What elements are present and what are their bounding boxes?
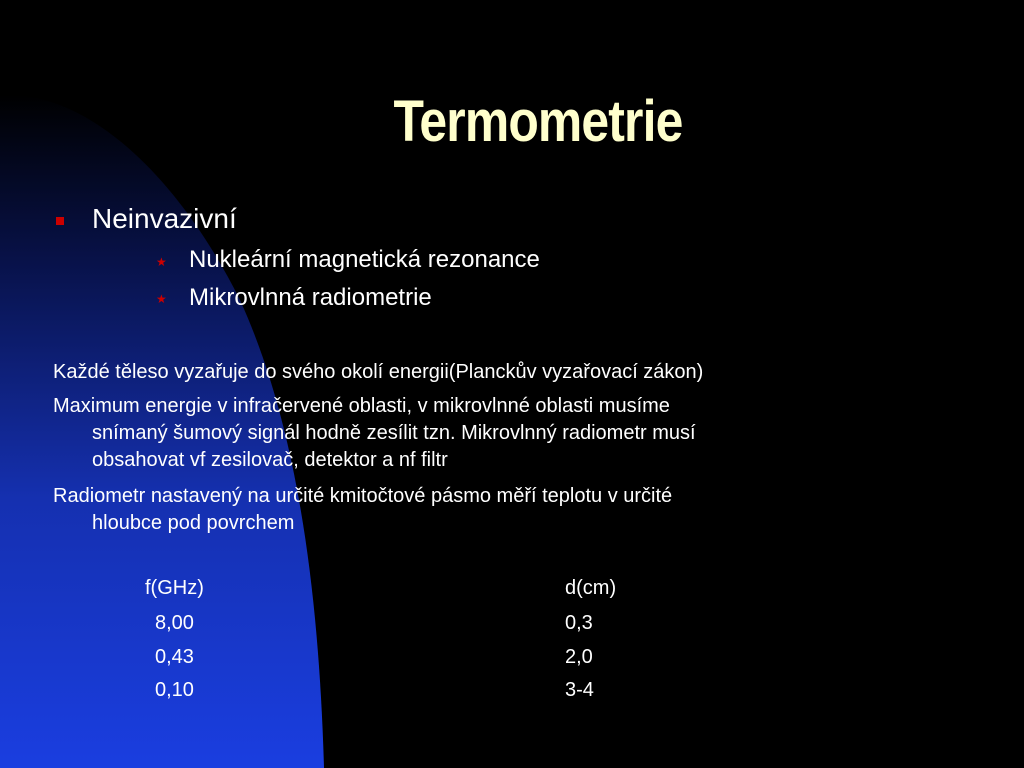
table-cell-depth: 2,0 (565, 646, 593, 668)
sub-bullet-nmr: Nukleární magnetická rezonance (189, 246, 540, 273)
slide-title: Termometrie (393, 89, 683, 154)
paragraph-3-line-2: hloubce pod povrchem (92, 512, 295, 534)
table-cell-depth: 3-4 (565, 679, 594, 701)
paragraph-2-line-2: snímaný šumový signál hodně zesílit tzn. Mikrovlnný radiometr musí (92, 422, 696, 444)
star-bullet-icon: ★ (156, 255, 167, 269)
table-cell-frequency: 0,10 (155, 679, 194, 701)
square-bullet-icon (56, 217, 64, 225)
sub-bullet-radiometrie: Mikrovlnná radiometrie (189, 284, 432, 311)
table-cell-frequency: 0,43 (155, 646, 194, 668)
paragraph-3-line-1: Radiometr nastavený na určité kmitočtové pásmo měří teplotu v určité (53, 485, 673, 507)
table-header-frequency: f(GHz) (145, 577, 204, 599)
table-cell-depth: 0,3 (565, 612, 593, 634)
paragraph-1-line-1: Každé těleso vyzařuje do svého okolí energii(Planckův vyzařovací zákon) (53, 361, 704, 383)
bullet-neinvazivni: Neinvazivní (92, 203, 237, 234)
star-bullet-icon: ★ (156, 292, 167, 306)
table-cell-frequency: 8,00 (155, 612, 194, 634)
paragraph-2-line-3: obsahovat vf zesilovač, detektor a nf filtr (92, 449, 448, 471)
paragraph-2-line-1: Maximum energie v infračervené oblasti, v mikrovlnné oblasti musíme (53, 395, 670, 417)
table-header-depth: d(cm) (565, 577, 617, 599)
